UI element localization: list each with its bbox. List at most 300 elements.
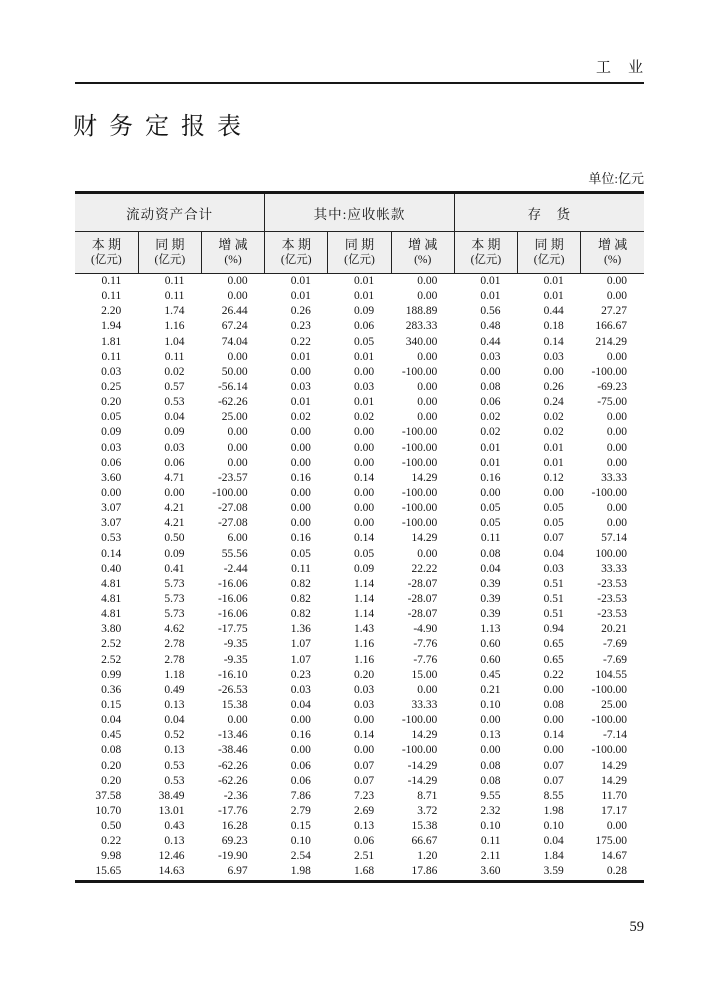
cell-value: 3.07 — [101, 502, 122, 515]
col-header-1 — [75, 232, 138, 274]
cell-value: -100.00 — [591, 365, 627, 378]
cell-value: 0.08 — [480, 774, 501, 787]
cell-value: -100.00 — [401, 714, 438, 727]
cell-value: 15.65 — [95, 865, 122, 878]
cell-value: -100.00 — [591, 744, 627, 757]
cell-value: 0.08 — [101, 744, 122, 757]
table-row — [75, 834, 644, 849]
cell-value: 214.29 — [595, 335, 627, 348]
cell-value: 0.08 — [543, 698, 564, 711]
cell-value: 0.00 — [606, 350, 627, 363]
cell-value: 3.80 — [101, 623, 122, 636]
cell-value: -23.53 — [597, 608, 627, 621]
group-header-current-assets: 流动资产合计 — [75, 193, 265, 232]
cell-value: -7.69 — [603, 638, 627, 651]
cell-value: 104.55 — [595, 668, 627, 681]
cell-value: 16.28 — [221, 820, 248, 833]
col-title: 本 期 — [471, 237, 501, 253]
table-row — [75, 441, 644, 456]
cell-value: 0.04 — [480, 562, 501, 575]
cell-value: 0.01 — [480, 275, 501, 287]
cell-value: 166.67 — [595, 320, 627, 333]
cell-value: 0.00 — [353, 441, 375, 454]
table-row — [75, 274, 644, 290]
col-header-4 — [265, 232, 328, 274]
cell-value: -62.26 — [217, 774, 248, 787]
cell-value: 12.46 — [158, 850, 185, 863]
cell-value: 0.05 — [543, 502, 564, 515]
cell-value: 1.98 — [290, 865, 311, 878]
cell-value: 0.53 — [164, 774, 185, 787]
cell-value: 0.00 — [417, 547, 438, 560]
cell-value: 33.33 — [411, 698, 438, 711]
cell-value: 0.26 — [543, 380, 564, 393]
cell-value: 2.11 — [480, 850, 501, 863]
col-unit: (亿元) — [154, 254, 186, 267]
cell-value: 22.22 — [411, 562, 438, 575]
cell-value: 6.97 — [227, 865, 248, 878]
cell-value: 0.01 — [480, 290, 501, 303]
cell-value: 0.25 — [101, 380, 122, 393]
cell-value: -7.69 — [603, 653, 627, 666]
cell-value: -17.75 — [217, 623, 248, 636]
cell-value: 67.24 — [221, 320, 248, 333]
cell-value: 57.14 — [601, 532, 627, 545]
cell-value: 188.89 — [405, 305, 438, 318]
cell-value: 0.60 — [480, 653, 501, 666]
cell-value: -100.00 — [401, 426, 438, 439]
cell-value: 0.00 — [290, 502, 311, 515]
cell-value: 0.39 — [480, 592, 501, 605]
col-header-9 — [581, 232, 644, 274]
cell-value: 0.01 — [543, 275, 564, 287]
cell-value: -28.07 — [407, 608, 438, 621]
cell-value: 0.40 — [101, 562, 122, 575]
table-row — [75, 304, 644, 319]
cell-value: 0.00 — [543, 486, 564, 499]
cell-value: 0.28 — [606, 865, 627, 878]
col-unit: (亿元) — [470, 254, 502, 267]
cell-value: 0.11 — [101, 350, 122, 363]
cell-value: 1.16 — [353, 638, 375, 651]
cell-value: -2.44 — [223, 562, 248, 575]
cell-value: 0.09 — [101, 426, 122, 439]
cell-value: 0.16 — [290, 471, 311, 484]
cell-value: 0.02 — [543, 426, 564, 439]
table-header — [75, 193, 644, 274]
cell-value: 0.16 — [480, 471, 501, 484]
cell-value: 0.00 — [606, 820, 627, 833]
cell-value: 0.00 — [227, 275, 248, 287]
table-row — [75, 380, 644, 395]
cell-value: 0.14 — [353, 729, 375, 742]
cell-value: 0.20 — [101, 396, 122, 409]
table-row — [75, 501, 644, 516]
cell-value: -100.00 — [401, 456, 438, 469]
cell-value: 27.27 — [601, 305, 627, 318]
cell-value: 0.05 — [353, 547, 375, 560]
table-row — [75, 289, 644, 304]
cell-value: -14.29 — [407, 774, 438, 787]
cell-value: -9.35 — [223, 653, 248, 666]
cell-value: 0.11 — [164, 350, 185, 363]
cell-value: -16.06 — [217, 592, 248, 605]
cell-value: 4.71 — [164, 471, 185, 484]
cell-value: 0.01 — [480, 441, 501, 454]
table-row — [75, 622, 644, 637]
cell-value: 0.00 — [606, 275, 627, 287]
cell-value: -100.00 — [401, 365, 438, 378]
cell-value: 100.00 — [595, 547, 627, 560]
table-row — [75, 713, 644, 728]
cell-value: 0.49 — [164, 683, 185, 696]
col-header-5 — [328, 232, 391, 274]
cell-value: 0.06 — [353, 835, 375, 848]
cell-value: 0.82 — [290, 592, 311, 605]
cell-value: -28.07 — [407, 592, 438, 605]
table-row — [75, 425, 644, 440]
cell-value: 0.24 — [543, 396, 564, 409]
table-row — [75, 743, 644, 758]
cell-value: 0.10 — [480, 820, 501, 833]
cell-value: -69.23 — [597, 380, 627, 393]
cell-value: 0.00 — [353, 502, 375, 515]
cell-value: 0.03 — [164, 441, 185, 454]
table-row — [75, 516, 644, 531]
cell-value: -9.35 — [223, 638, 248, 651]
cell-value: 0.50 — [164, 532, 185, 545]
cell-value: 0.82 — [290, 608, 311, 621]
cell-value: 0.05 — [480, 517, 501, 530]
cell-value: 0.13 — [164, 744, 185, 757]
cell-value: 14.67 — [601, 850, 627, 863]
cell-value: 0.00 — [417, 396, 438, 409]
cell-value: 0.00 — [606, 411, 627, 424]
cell-value: 38.49 — [158, 789, 185, 802]
cell-value: 0.00 — [290, 714, 311, 727]
col-unit: (亿元) — [280, 254, 312, 267]
col-title: 增 减 — [597, 237, 628, 253]
cell-value: 0.00 — [480, 744, 501, 757]
cell-value: 69.23 — [221, 835, 248, 848]
cell-value: 0.00 — [101, 486, 122, 499]
cell-value: 0.13 — [353, 820, 375, 833]
cell-value: 0.00 — [290, 744, 311, 757]
col-header-8 — [518, 232, 581, 274]
cell-value: -2.36 — [223, 789, 248, 802]
group-header-row — [75, 193, 644, 232]
cell-value: -13.46 — [217, 729, 248, 742]
cell-value: 0.94 — [543, 623, 564, 636]
col-header-7 — [454, 232, 517, 274]
cell-value: -62.26 — [217, 759, 248, 772]
cell-value: -100.00 — [591, 714, 627, 727]
cell-value: -100.00 — [212, 486, 248, 499]
cell-value: 0.20 — [101, 774, 122, 787]
cell-value: 25.00 — [221, 411, 248, 424]
cell-value: 0.02 — [290, 411, 311, 424]
col-unit: (亿元) — [91, 254, 122, 267]
cell-value: 0.45 — [480, 668, 501, 681]
table-row — [75, 410, 644, 425]
table-row — [75, 804, 644, 819]
cell-value: 0.36 — [101, 683, 122, 696]
unit-note: 单位:亿元 — [588, 171, 644, 186]
table-row — [75, 577, 644, 592]
cell-value: 8.55 — [543, 789, 564, 802]
cell-value: 0.00 — [417, 290, 438, 303]
cell-value: 1.98 — [543, 804, 564, 817]
cell-value: 0.00 — [480, 486, 501, 499]
cell-value: 14.29 — [411, 729, 438, 742]
cell-value: 14.29 — [601, 759, 627, 772]
column-header-row — [75, 232, 644, 274]
cell-value: 0.00 — [417, 683, 438, 696]
cell-value: 0.00 — [543, 683, 564, 696]
table-row — [75, 547, 644, 562]
cell-value: 0.00 — [353, 714, 375, 727]
cell-value: 0.06 — [101, 456, 122, 469]
cell-value: -17.76 — [217, 804, 248, 817]
cell-value: 4.21 — [164, 502, 185, 515]
cell-value: 0.22 — [290, 335, 311, 348]
cell-value: 0.01 — [290, 350, 311, 363]
cell-value: -7.76 — [413, 653, 438, 666]
table-row — [75, 759, 644, 774]
cell-value: 0.01 — [353, 350, 375, 363]
cell-value: 50.00 — [221, 365, 248, 378]
cell-value: -100.00 — [401, 502, 438, 515]
cell-value: 0.01 — [543, 456, 564, 469]
finance-report-table — [75, 191, 644, 883]
cell-value: -28.07 — [407, 577, 438, 590]
cell-value: 1.14 — [353, 577, 375, 590]
cell-value: -26.53 — [217, 683, 248, 696]
cell-value: 0.53 — [101, 532, 122, 545]
cell-value: -75.00 — [597, 396, 627, 409]
cell-value: 1.84 — [543, 850, 564, 863]
cell-value: 0.09 — [164, 426, 185, 439]
table-row — [75, 395, 644, 410]
cell-value: 0.51 — [543, 608, 564, 621]
cell-value: 2.79 — [290, 804, 311, 817]
cell-value: 0.00 — [353, 486, 375, 499]
cell-value: 0.56 — [480, 305, 501, 318]
group-header-inventory: 存 货 — [454, 193, 644, 232]
cell-value: 5.73 — [164, 608, 185, 621]
col-unit: (%) — [414, 254, 432, 267]
cell-value: 1.14 — [353, 608, 375, 621]
cell-value: 26.44 — [221, 305, 248, 318]
cell-value: -19.90 — [217, 850, 248, 863]
cell-value: 0.01 — [543, 441, 564, 454]
cell-value: 15.38 — [221, 698, 248, 711]
cell-value: 0.51 — [543, 577, 564, 590]
table-row — [75, 668, 644, 683]
col-title: 同 期 — [155, 237, 185, 253]
cell-value: 8.71 — [417, 789, 438, 802]
cell-value: 1.13 — [480, 623, 501, 636]
col-title: 本 期 — [281, 237, 311, 253]
cell-value: 1.81 — [101, 335, 122, 348]
cell-value: 340.00 — [405, 335, 438, 348]
table-row — [75, 653, 644, 668]
cell-value: -23.57 — [217, 471, 248, 484]
cell-value: 0.00 — [227, 441, 248, 454]
table-row — [75, 728, 644, 743]
cell-value: 0.06 — [353, 320, 375, 333]
cell-value: 5.73 — [164, 592, 185, 605]
table-row — [75, 789, 644, 804]
cell-value: 1.94 — [101, 320, 122, 333]
section-header-label: 工 业 — [595, 60, 644, 76]
page-title: 财 务 定 报 表 — [73, 114, 244, 140]
col-header-3 — [201, 232, 264, 274]
cell-value: -100.00 — [591, 683, 627, 696]
table-row — [75, 774, 644, 789]
cell-value: -100.00 — [591, 486, 627, 499]
cell-value: 0.57 — [164, 380, 185, 393]
cell-value: 2.78 — [164, 653, 185, 666]
cell-value: 0.39 — [480, 608, 501, 621]
table-row — [75, 456, 644, 471]
cell-value: 1.16 — [353, 653, 375, 666]
cell-value: 0.00 — [353, 456, 375, 469]
cell-value: 2.78 — [164, 638, 185, 651]
cell-value: 15.00 — [411, 668, 438, 681]
cell-value: 0.03 — [290, 380, 311, 393]
cell-value: 0.04 — [164, 411, 185, 424]
cell-value: 0.11 — [480, 835, 501, 848]
cell-value: 1.68 — [353, 865, 375, 878]
table-row — [75, 607, 644, 622]
cell-value: -7.76 — [413, 638, 438, 651]
cell-value: 0.11 — [480, 532, 501, 545]
table-row — [75, 562, 644, 577]
section-header-rule — [75, 56, 644, 84]
cell-value: -16.06 — [217, 577, 248, 590]
cell-value: 7.86 — [290, 789, 311, 802]
cell-value: 0.11 — [291, 562, 311, 575]
col-unit: (%) — [224, 254, 242, 267]
cell-value: 0.00 — [417, 380, 438, 393]
cell-value: 0.50 — [101, 820, 122, 833]
cell-value: -100.00 — [401, 441, 438, 454]
cell-value: 0.07 — [353, 759, 375, 772]
table-body — [75, 274, 644, 882]
cell-value: 1.18 — [164, 668, 185, 681]
cell-value: 0.00 — [606, 456, 627, 469]
cell-value: 0.00 — [290, 517, 311, 530]
table-row — [75, 592, 644, 607]
cell-value: 0.00 — [543, 744, 564, 757]
cell-value: 0.15 — [290, 820, 311, 833]
cell-value: 0.01 — [480, 456, 501, 469]
cell-value: 0.44 — [480, 335, 501, 348]
cell-value: 1.74 — [164, 305, 185, 318]
cell-value: 0.08 — [480, 380, 501, 393]
cell-value: 0.02 — [543, 411, 564, 424]
cell-value: 0.00 — [290, 486, 311, 499]
cell-value: 0.15 — [101, 698, 122, 711]
table-row — [75, 698, 644, 713]
cell-value: 0.10 — [290, 835, 311, 848]
cell-value: 2.51 — [353, 850, 375, 863]
col-header-6 — [391, 232, 454, 274]
cell-value: 0.00 — [606, 290, 627, 303]
cell-value: 3.07 — [101, 517, 122, 530]
cell-value: 1.14 — [353, 592, 375, 605]
group-header-receivables: 其中:应收帐款 — [265, 193, 455, 232]
cell-value: 10.70 — [95, 804, 122, 817]
cell-value: 3.72 — [417, 804, 438, 817]
cell-value: 17.17 — [601, 804, 627, 817]
cell-value: 9.55 — [480, 789, 501, 802]
cell-value: 2.20 — [101, 305, 122, 318]
cell-value: 0.01 — [353, 275, 375, 287]
cell-value: 0.03 — [543, 562, 564, 575]
cell-value: 0.03 — [101, 441, 122, 454]
cell-value: 0.08 — [480, 547, 501, 560]
cell-value: 9.98 — [101, 850, 122, 863]
cell-value: 0.39 — [480, 577, 501, 590]
cell-value: 0.07 — [543, 759, 564, 772]
cell-value: -7.14 — [603, 729, 627, 742]
cell-value: 4.21 — [164, 517, 185, 530]
cell-value: 37.58 — [95, 789, 122, 802]
cell-value: 1.16 — [164, 320, 185, 333]
table-row — [75, 683, 644, 698]
cell-value: 0.00 — [353, 365, 375, 378]
cell-value: 0.06 — [480, 396, 501, 409]
cell-value: 0.99 — [101, 668, 122, 681]
cell-value: -14.29 — [407, 759, 438, 772]
cell-value: 0.06 — [164, 456, 185, 469]
cell-value: 0.00 — [353, 517, 375, 530]
col-title: 本 期 — [91, 237, 121, 253]
cell-value: 2.32 — [480, 804, 501, 817]
cell-value: 0.07 — [543, 774, 564, 787]
page-number: 59 — [629, 919, 644, 935]
cell-value: 0.10 — [480, 698, 501, 711]
cell-value: 74.04 — [221, 335, 248, 348]
cell-value: 0.04 — [164, 714, 185, 727]
cell-value: 0.09 — [353, 562, 375, 575]
cell-value: 283.33 — [405, 320, 438, 333]
cell-value: 13.01 — [158, 804, 185, 817]
cell-value: 0.13 — [480, 729, 501, 742]
cell-value: 0.20 — [101, 759, 122, 772]
cell-value: 0.03 — [290, 683, 311, 696]
cell-value: -16.06 — [217, 608, 248, 621]
cell-value: 0.11 — [164, 275, 185, 287]
cell-value: 0.45 — [101, 729, 122, 742]
cell-value: 0.12 — [543, 471, 564, 484]
cell-value: 0.00 — [543, 365, 564, 378]
cell-value: 0.03 — [543, 350, 564, 363]
cell-value: 0.00 — [606, 517, 627, 530]
cell-value: -56.14 — [217, 380, 248, 393]
cell-value: 0.82 — [290, 577, 311, 590]
cell-value: 0.02 — [353, 411, 375, 424]
cell-value: 0.00 — [606, 441, 627, 454]
cell-value: 0.11 — [101, 275, 122, 287]
cell-value: 33.33 — [601, 562, 627, 575]
cell-value: 0.05 — [543, 517, 564, 530]
cell-value: 0.04 — [543, 547, 564, 560]
cell-value: 1.43 — [353, 623, 375, 636]
cell-value: 3.60 — [480, 865, 501, 878]
